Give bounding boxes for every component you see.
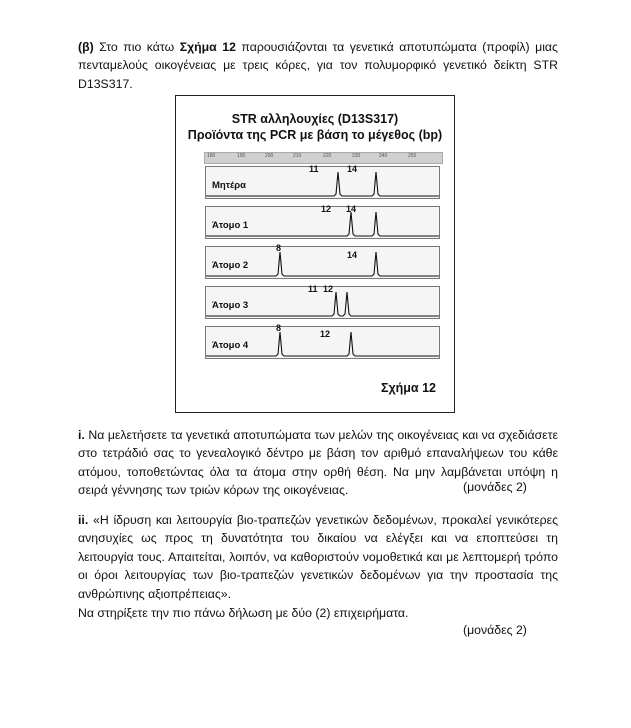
ruler-tick: 180 [207,153,216,159]
allele-label: 14 [346,204,357,214]
panel-label: Άτομο 2 [212,260,249,271]
allele-label: 14 [347,250,358,260]
panel-label: Άτομο 1 [212,220,249,231]
figure-reference: Σχήμα 12 [179,40,236,54]
allele-label: 11 [308,284,318,294]
ruler-tick: 250 [408,153,417,159]
panel-label: Άτομο 4 [212,340,249,351]
intro-text-a: Στο πιο κάτω [93,40,180,54]
question-i-text: Να μελετήσετε τα γενετικά αποτυπώματα των μελών της οικογένειας και να σχεδιάσετε στο τετράδιό σας το γενεαλογικό δέντρο με βάση τον αριθμό επαναλήψεων του κάθε ατόμου, τοποθετώντας όλα τα άτομα στην ορθή θέση. Να μην λαμβάνεται υπόψη η σειρά γέννησης των τριών κόρων της οικογένειας. [78,428,558,498]
question-i-label: i. [78,428,85,442]
panel-label: Άτομο 3 [212,300,249,311]
profile-panel-person-3 [205,286,440,319]
profile-panel-person-1 [205,206,440,239]
question-ii-label: ii. [78,513,89,527]
allele-label: 14 [347,164,358,174]
ruler-tick: 210 [293,153,302,159]
question-ii [78,511,558,603]
str-figure [175,95,455,413]
ruler-tick: 240 [379,153,388,159]
allele-label: 8 [276,243,282,253]
ruler-tick: 220 [323,153,332,159]
allele-label: 12 [320,329,331,339]
question-ii-points: (μονάδες 2) [463,623,527,637]
profile-panel-person-4 [205,323,440,359]
intro-paragraph [78,38,558,93]
allele-label: 11 [309,164,319,174]
question-i-points: (μονάδες 2) [463,480,527,494]
allele-label: 8 [276,323,282,333]
figure-caption: Σχήμα 12 [380,381,436,395]
profile-panel-person-2 [205,243,440,279]
allele-label: 12 [323,284,334,294]
intro-label: (β) [78,40,94,54]
ruler-tick: 200 [265,153,274,159]
intro-text-b: παρουσιάζονται τα γενετικά αποτυπώματα (προφίλ) μιας πενταμελούς οικογένειας με τρεις κόρες, για τον πολυμορφικό γενετικό δείκτη STR D13S317. [78,40,558,91]
panel-label: Μητέρα [212,180,246,191]
ruler-tick: 190 [237,153,246,159]
question-ii-instruction: Να στηρίξετε την πιο πάνω δήλωση με δύο (2) επιχειρήματα. [78,606,409,620]
size-ruler [204,152,443,164]
profile-panel-mother [205,166,440,199]
allele-label: 12 [321,204,332,214]
figure-subtitle: Προϊόντα της PCR με βάση το μέγεθος (bp) [187,128,443,142]
ruler-tick: 230 [352,153,361,159]
question-ii-text: «Η ίδρυση και λειτουργία βιο-τραπεζών γενετικών δεδομένων, προκαλεί γενικότερες ανησυχίες ως προς τη δυνατότητα του δικαίου να ελέγξει και να εποπτεύσει τη λειτουργία τους. Απαιτείται, λοιπόν, να καθοριστούν νομοθετικά και με λεπτομερή τρόπο οι όροι λειτουργίας των βιο-τραπεζών γενετικών δεδομένων για την προστασία της ανθρώπινης αξιοπρέπειας». [78,513,558,601]
figure-title: STR αλληλουχίες (D13S317) [231,112,399,126]
